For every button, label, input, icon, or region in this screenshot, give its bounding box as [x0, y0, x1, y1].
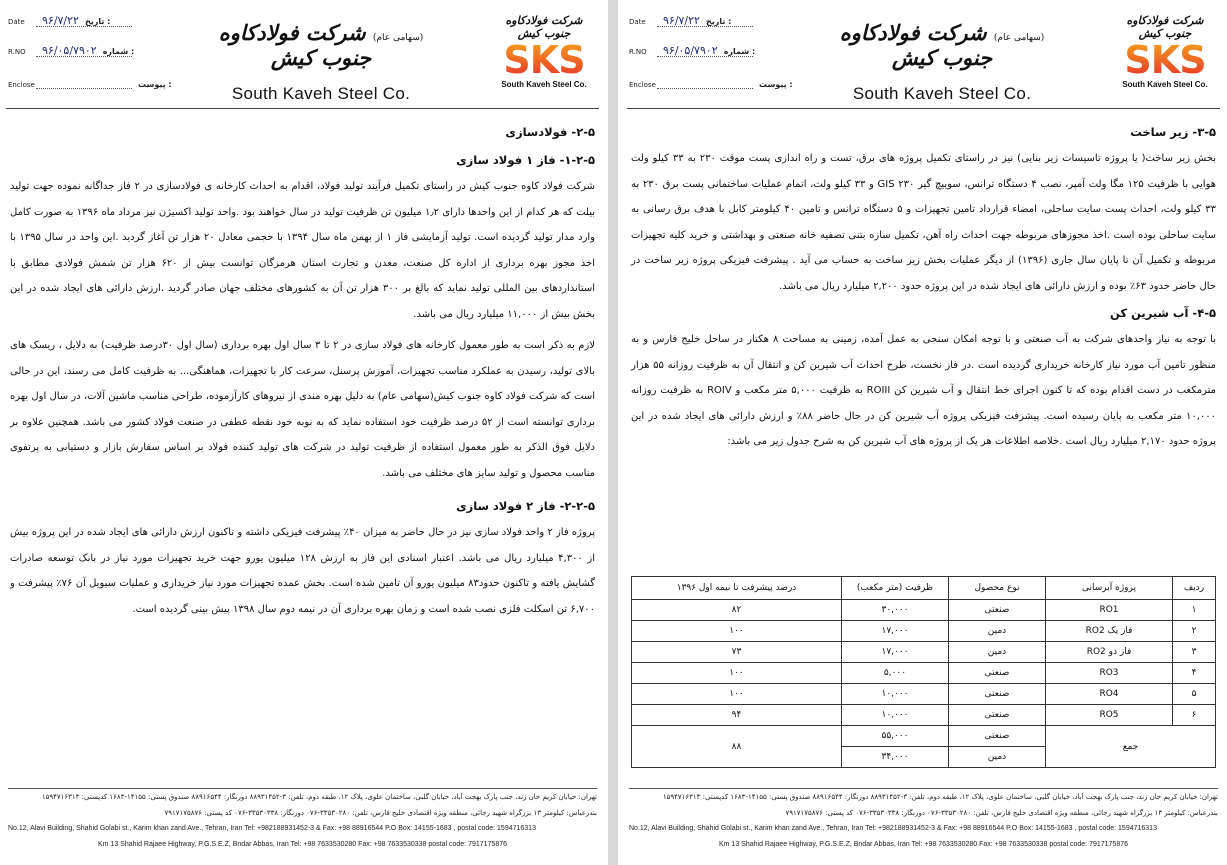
company-logo: شرکت فولادکاوه جنوب کیش SKS South Kaveh Steel Co.: [1114, 14, 1216, 104]
enclose-row: Enclose پیوست :: [8, 80, 172, 89]
cell-capacity: ۱۰,۰۰۰: [842, 684, 949, 705]
cell-project: فاز دو RO2: [1046, 642, 1173, 663]
date-value: ۹۶/۷/۲۲: [663, 14, 700, 27]
cell-row-number: ۵: [1173, 684, 1216, 705]
cell-product: صنعتی: [949, 726, 1046, 747]
cell-row-number: ۴: [1173, 663, 1216, 684]
company-name: (سهامی عام) شرکت فولادکاوه جنوب کیش South Kaveh Steel Co.: [839, 20, 1045, 103]
cell-project: RO3: [1046, 663, 1173, 684]
table-row: [632, 705, 1216, 726]
date-row: Date ۹۶/۷/۲۲ تاریخ :: [629, 14, 731, 27]
section-heading: ۲-۵- فولادسازی: [505, 125, 595, 139]
table-row: [632, 684, 1216, 705]
letterhead: [621, 0, 1226, 108]
company-name: (سهامی عام) شرکت فولادکاوه جنوب کیش South Kaveh Steel Co.: [218, 20, 424, 103]
desalination-projects-table: [631, 576, 1216, 768]
date-row: Date ۹۶/۷/۲۲ تاریخ :: [8, 14, 110, 27]
col-header-product: نوع محصول: [949, 577, 1046, 600]
cell-progress: ۹۴: [632, 705, 842, 726]
cell-product: صنعتی: [949, 663, 1046, 684]
cell-capacity: ۵۵,۰۰۰: [842, 726, 949, 747]
cell-capacity: ۱۷,۰۰۰: [842, 642, 949, 663]
col-header-progress: درصد پیشرفت تا نیمه اول ۱۳۹۶: [632, 577, 842, 600]
cell-product: دمین: [949, 621, 1046, 642]
cell-project: RO1: [1046, 600, 1173, 621]
paragraph: پروژه فاز ۲ واحد فولاد سازی نیز در حال حاضر به میزان ۴۰٪ پیشرفت فیزیکی داشته و تاکنون ارزش دارائی های ایجاد شده در این پروژه بیش از ۴,۳۰۰ میلیارد ریال می باشد. اعتبار اسنادی این فاز به ارزش ۱۲۸ میلیون یورو جهت خرید تجهیزات مورد نیاز در بانک توسعه صادرات گشایش یافته و تاکنون حدود۸۳ میلیون یورو آن تامین شده است. بخش عمده تجهیزات مورد نیاز خریداری و عملیات سیویل آن ۷۶٪ پیشرفت و ۶,۷۰۰ تن اسکلت فلزی نصب شده است و زمان بهره برداری آن در نیمه دوم سال ۱۳۹۸ پیش بینی گردیده است.: [10, 527, 596, 615]
cell-product: صنعتی: [949, 684, 1046, 705]
cell-progress: ۱۰۰: [632, 684, 842, 705]
letterhead: [0, 0, 605, 108]
cell-total-progress: ۸۸: [632, 726, 842, 768]
cell-capacity: ۳۰,۰۰۰: [842, 600, 949, 621]
cell-project: RO4: [1046, 684, 1173, 705]
cell-row-number: ۲: [1173, 621, 1216, 642]
table-row: [632, 663, 1216, 684]
number-value: ۹۶/۰۵/۷۹۰۲: [663, 44, 718, 57]
paragraph: شرکت فولاد کاوه جنوب کیش در راستای تکمیل فرآیند تولید فولاد، اقدام به احداث کارخانه ی فولادسازی در ۲ فاز جداگانه نموده جهت تولید بیلت که هر کدام از این واحدها دارای ۱٫۲ میلیون تن ظرفیت تولید در سال خواهند بود .واحد تولید اکسیژن نیز مرداد ماه ۱۳۹۶ به صورت کامل وارد مدار تولید گردیده است. تولید آزمایشی فاز ۱ از بهمن ماه سال ۱۳۹۴ با حجمی معادل ۲۰ هزار تن آغاز گردید .این واحد در سال ۱۳۹۵ با اخذ مجوز بهره برداری از اداره کل صنعت، معدن و تجارت استان هرمزگان توانست بیش از ۶۲۰ هزار تن شمش فولادی مطابق با استانداردهای بین المللی تولید نماید که بالغ بر ۳۰۰ هزار تن آن به کشورهای مختلف جهان صادر گردید .ارزش دارائی های ایجاد شده در این بخش بیش از ۱۱,۰۰۰ میلیارد ریال می باشد.: [10, 181, 596, 320]
cell-row-number: ۳: [1173, 642, 1216, 663]
cell-product: دمین: [949, 747, 1046, 768]
cell-capacity: ۱۷,۰۰۰: [842, 621, 949, 642]
cell-progress: ۱۰۰: [632, 663, 842, 684]
cell-product: صنعتی: [949, 600, 1046, 621]
header-rule: [627, 108, 1220, 109]
header-rule: [6, 108, 599, 109]
cell-row-number: ۶: [1173, 705, 1216, 726]
cell-product: دمین: [949, 642, 1046, 663]
cell-progress: ۱۰۰: [632, 621, 842, 642]
letter-footer: تهران: خیابان کریم خان زند، جنب پارک بهجت آباد، خیابان گلبی، ساختمان علوی، پلاک ۱۲، طبقه دوم، تلفن: ۳-۸۸۹۳۱۴۵۲ دورنگار: ۸۸۹۱۶۵۴۴ صندوق پستی: ۱۴۱۵۵-۱۶۸۳ کدپستی: ۱۵۹۴۷۱۶۳۱۳ بندرعباس: کیلومتر ۱۳ بزرگراه شهید رجائی، منطقه ویژه اقتصادی خلیج فارس، تلفن: ۳۳۵۳۰۲۸۰-۰۷۶ دورنگار: ۳۳۵۳۰۳۳۸-۰۷۶ کد پستی: ۷۹۱۷۱۷۵۸۷۶ No.12, Alavi Building, Shahid Golabi st., Karim khan zand Ave., Tehran, Iran Tel: +982188931452-3 & Fax: +98 88916544 P.O Box: 14155-1683 , postal code: 1594716313 Km 13 Shahid Rajaee Highway, P.G.S.E.Z, Bndar Abbas, Iran Tel: +98 7633530280 Fax: +98 7633530338 postal code: 7917175876: [629, 788, 1218, 853]
section-heading: ۳-۵- زیر ساخت: [1130, 125, 1216, 139]
date-value: ۹۶/۷/۲۲: [42, 14, 79, 27]
letter-body: [631, 118, 1216, 455]
cell-project: فاز یک RO2: [1046, 621, 1173, 642]
number-row: R.NO ۹۶/۰۵/۷۹۰۲ شماره :: [629, 44, 756, 57]
number-row: R.NO ۹۶/۰۵/۷۹۰۲ شماره :: [8, 44, 135, 57]
cell-row-number: ۱: [1173, 600, 1216, 621]
enclose-row: Enclose پیوست :: [629, 80, 793, 89]
cell-capacity: ۳۴,۰۰۰: [842, 747, 949, 768]
col-header-project: پروژه آبرسانی: [1046, 577, 1173, 600]
number-value: ۹۶/۰۵/۷۹۰۲: [42, 44, 97, 57]
letter-page-left: [0, 0, 605, 865]
table-row: [632, 600, 1216, 621]
cell-capacity: ۱۰,۰۰۰: [842, 705, 949, 726]
cell-project: RO5: [1046, 705, 1173, 726]
page-gutter: [608, 0, 618, 865]
section-heading: ۴-۵- آب شیرین کن: [1110, 306, 1216, 320]
col-header-capacity: ظرفیت (متر مکعب): [842, 577, 949, 600]
paragraph: بخش زیر ساخت( یا پروژه تاسیسات زیر بنایی) نیز در راستای تکمیل پروژه های برق، تست و راه اندازی پست موقت ۲۳۰ به ۳۳ کیلو ولت هوایی با ظرفیت ۱۲۵ مگا ولت آمپر، نصب ۴ دستگاه ترانس، سوییچ گیر GIS ۲۳۰ و ۳۳ کیلو ولت، اتمام عملیات ساختمانی پست برق ۲۳۰ به ۳۳ کیلو ولت، احداث پست سایت ساحلی، امضاء قرارداد تامین تجهیزات و ۵ دستگاه ترانس و تامین ۴۰ کیلومتر کابل با هدف برق رسانی به سایت ساحلی بوده است .اخذ مجوزهای مربوطه جهت احداث راه آهن، تکمیل سازه بتنی تصفیه خانه صنعتی و بهداشتی و خرید کلیه تجهیزات مربوطه و تکمیل آن تا پایان سال جاری (۱۳۹۶) از دیگر عملیات بخش زیر ساخت به حساب می آید . پیشرفت فیزیکی پروژه زیر ساخت در حال حاضر حدود ۶۳٪ بوده و ارزش دارائی های ایجاد شده در این پروژه حدود ۲,۲۰۰ میلیارد ریال می باشد.: [631, 153, 1217, 292]
cell-total-label: جمع: [1046, 726, 1216, 768]
table-header-row: [632, 577, 1216, 600]
letter-page-right: [621, 0, 1226, 865]
section-heading: ۲-۲-۵- فاز ۲ فولاد سازی: [456, 499, 595, 513]
company-logo: شرکت فولادکاوه جنوب کیش SKS South Kaveh Steel Co.: [493, 14, 595, 104]
letter-footer: تهران: خیابان کریم خان زند، جنب پارک بهجت آباد، خیابان گلبی، ساختمان علوی، پلاک ۱۲، طبقه دوم، تلفن: ۳-۸۸۹۳۱۴۵۲ دورنگار: ۸۸۹۱۶۵۴۴ صندوق پستی: ۱۴۱۵۵-۱۶۸۳ کدپستی: ۱۵۹۴۷۱۶۳۱۳ بندرعباس: کیلومتر ۱۳ بزرگراه شهید رجائی، منطقه ویژه اقتصادی خلیج فارس، تلفن: ۳۳۵۳۰۲۸۰-۰۷۶ دورنگار: ۳۳۵۳۰۳۳۸-۰۷۶ کد پستی: ۷۹۱۷۱۷۵۸۷۶ No.12, Alavi Building, Shahid Golabi st., Karim khan zand Ave., Tehran, Iran Tel: +982188931452-3 & Fax: +98 88916544 P.O Box: 14155-1683 , postal code: 1594716313 Km 13 Shahid Rajaee Highway, P.G.S.E.Z, Bndar Abbas, Iran Tel: +98 7633530280 Fax: +98 7633530338 postal code: 7917175876: [8, 788, 597, 853]
paragraph: با توجه به نیاز واحدهای شرکت به آب صنعتی و با توجه امکان سنجی به عمل آمده، زمینی به مساحت ۸ هکتار در ساحل خلیج فارس و به منظور تامین آب مورد نیاز کارخانه خریداری گردیده است .در فاز نخست، طرح احداث آب شیرین کن و انتقال آن به ظرفیت روزانه ۵۵ هزار مترمکعب در دست اقدام بوده که تا کنون اجرای خط انتقال و آب شیرین کن ROIII به ظرفیت ۵,۰۰۰ متر مکعب و ROIV به ظرفیت روزانه ۱۰,۰۰۰ متر مکعب به پایان رسیده است. پیشرفت فیزیکی پروژه آب شیرین کن در حال حاضر ۸۸٪ و ارزش دارائی های ایجاد شده در این پروژه حدود ۲,۱۷۰ میلیارد ریال است .خلاصه اطلاعات هر یک از پروژه های آب شیرین کن به شرح جدول زیر می باشد:: [631, 334, 1216, 447]
paragraph: لازم به ذکر است به طور معمول کارخانه های فولاد سازی در ۲ تا ۳ سال اول بهره برداری (سال اول ۳۰درصد ظرفیت) به دلایل ، ریسک های بالای تولید، رسیدن به عملکرد مناسب تجهیزات، آموزش پرسنل، سرعت کار با تجهیزات، هماهنگی... به ظرفیت کامل می رسند، این در حالی است که شرکت فولاد کاوه جنوب کیش(سهامی عام) به دلیل بهره مندی از نیروهای کارآزموده، طراحی مناسب ماشین آلات، در سال اول بهره برداری توانسته است از ۵۲ درصد ظرفیت خود استفاده نماید که به نوبه خود نقطه عطفی در صنعت فولاد کشور می باشد. همچنین علاوه بر دلایل فوق الذکر به طور معمول استفاده از ظرفیت تولید در شرکت های تولید کننده فولاد بر اساس سفارش بازار و دستیابی به پرتفوی مناسب محصول و تولید سایز های مختلف می باشد.: [10, 340, 596, 479]
table-row: [632, 642, 1216, 663]
cell-progress: ۷۳: [632, 642, 842, 663]
cell-product: صنعتی: [949, 705, 1046, 726]
section-heading: ۱-۲-۵- فاز ۱ فولاد سازی: [456, 153, 595, 167]
table-total-row: [632, 726, 1216, 747]
letter-body: [10, 118, 595, 622]
table-row: [632, 621, 1216, 642]
cell-capacity: ۵,۰۰۰: [842, 663, 949, 684]
cell-progress: ۸۲: [632, 600, 842, 621]
col-header-row-number: ردیف: [1173, 577, 1216, 600]
